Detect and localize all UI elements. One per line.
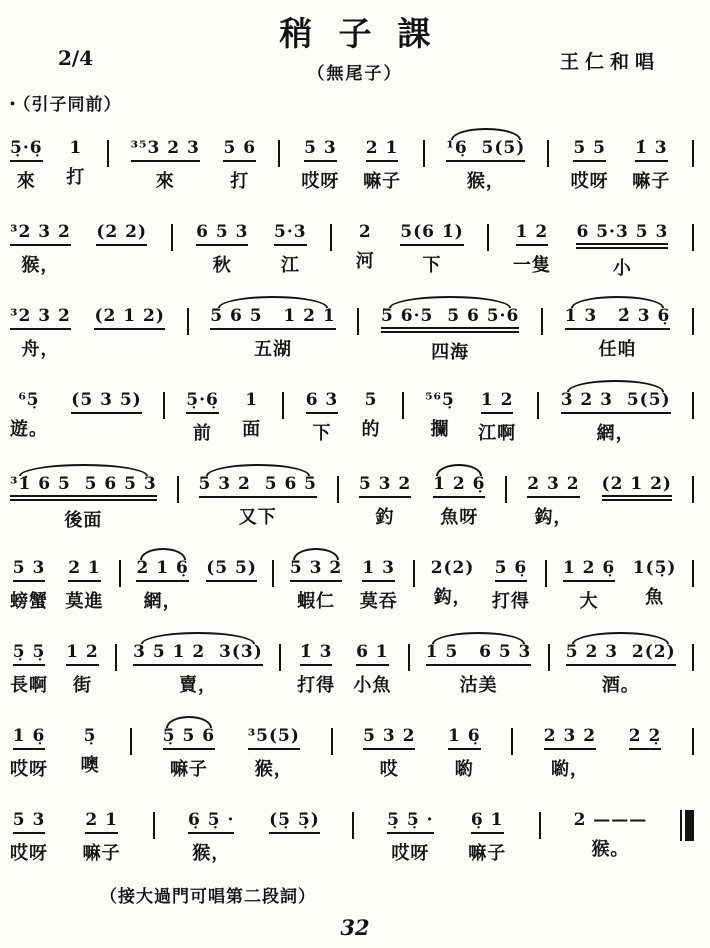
lyric-text: 哎呀 bbox=[10, 842, 48, 864]
jianpu-notes: 1 3 bbox=[362, 559, 395, 582]
lyric-text: 攔 bbox=[430, 418, 450, 440]
jianpu-notes: ³1̇ 6 5 5 6 5 3 bbox=[10, 475, 157, 501]
measure-cell bbox=[272, 210, 309, 277]
jianpu-notes: 2 ——— bbox=[573, 810, 648, 830]
barline bbox=[537, 392, 539, 419]
lyric-text: 鈎， bbox=[534, 506, 573, 528]
measure-cell bbox=[357, 462, 413, 529]
barline bbox=[337, 476, 339, 503]
score-systems bbox=[0, 116, 710, 864]
lyric-text: 莫進 bbox=[65, 590, 104, 612]
lyric-text: 嘛子 bbox=[468, 842, 507, 864]
lyric-text: 網， bbox=[143, 590, 182, 612]
measure-cell bbox=[358, 546, 400, 613]
lyric-text: 打 bbox=[66, 166, 86, 188]
lyric-text: 後面 bbox=[64, 509, 103, 531]
lyric-text: 嘛子 bbox=[82, 842, 121, 864]
final-barline bbox=[680, 810, 694, 841]
lyric-text: 哎呀 bbox=[391, 842, 430, 864]
jianpu-notes: 5(6 1̇) bbox=[400, 223, 464, 246]
jianpu-notes: 5 6 5 1 2 1 bbox=[210, 307, 335, 330]
page-number: 32 bbox=[340, 915, 370, 940]
lyric-text: 酒。 bbox=[601, 674, 640, 696]
barline bbox=[163, 392, 165, 419]
jianpu-notes: 1 2 bbox=[66, 643, 99, 666]
jianpu-notes: 1 6̣ bbox=[13, 727, 46, 750]
measure-cell bbox=[240, 378, 263, 441]
jianpu-notes: 5̣ 5̣ · bbox=[387, 811, 433, 834]
jianpu-notes: 5 3 2 bbox=[363, 727, 415, 750]
lyric-text: 哎呀 bbox=[10, 758, 48, 780]
measure-cell bbox=[304, 378, 341, 445]
barline bbox=[511, 728, 513, 755]
barline bbox=[282, 392, 284, 419]
jianpu-notes: 3 5 1 2 3(3) bbox=[133, 643, 263, 666]
lyric-text: 嘛子 bbox=[632, 170, 671, 192]
singer-credit: 王仁和唱 bbox=[559, 51, 660, 73]
measure-cell bbox=[8, 714, 50, 781]
lyric-text: 網， bbox=[596, 422, 635, 444]
lyric-text: 鈎， bbox=[433, 586, 472, 608]
barline bbox=[331, 728, 333, 755]
barline bbox=[402, 392, 404, 419]
barline bbox=[692, 644, 694, 671]
lyric-text: 猴， bbox=[192, 842, 231, 864]
measure-cell bbox=[8, 630, 50, 697]
jianpu-notes: 2 1 bbox=[68, 559, 101, 582]
jianpu-notes: 1 2 6̣ bbox=[563, 559, 615, 582]
jianpu-notes: 1 2 6̣ bbox=[433, 475, 485, 498]
measure-cell bbox=[81, 798, 123, 865]
jianpu-notes: 2 3 2 bbox=[527, 475, 579, 498]
barline bbox=[187, 308, 189, 335]
lyric-text: 打得 bbox=[491, 590, 530, 612]
lyric-text: 五湖 bbox=[253, 338, 292, 360]
jianpu-notes: 1(5̣) bbox=[632, 558, 677, 578]
barline bbox=[278, 140, 280, 167]
lyric-text: 前 bbox=[193, 422, 213, 444]
barline bbox=[692, 308, 694, 335]
measure-cell bbox=[8, 126, 45, 193]
lyric-text: 來 bbox=[16, 170, 36, 192]
jianpu-notes: 2 bbox=[358, 222, 372, 242]
barline bbox=[692, 224, 694, 251]
measure-cell bbox=[542, 714, 598, 781]
jianpu-notes: 5 3 bbox=[13, 559, 46, 582]
jianpu-notes: 6̣ 5̣ · bbox=[188, 811, 234, 834]
jianpu-notes: 5 6·5 5 6 5·6 bbox=[381, 307, 519, 333]
jianpu-notes: 1 2 bbox=[516, 223, 549, 246]
measure-cell bbox=[186, 798, 236, 865]
lyric-text: 猴， bbox=[254, 758, 293, 780]
measure-cell bbox=[204, 546, 259, 609]
jianpu-notes: 5·3 bbox=[274, 223, 307, 246]
lyric-text: 喲， bbox=[550, 758, 589, 780]
barline bbox=[692, 728, 694, 755]
music-system bbox=[8, 714, 694, 780]
lyric-text: 遊。 bbox=[10, 418, 48, 440]
jianpu-notes: (2 2) bbox=[96, 223, 147, 246]
jianpu-notes: 5̣·6̣ bbox=[10, 139, 43, 162]
measure-cell bbox=[525, 462, 581, 529]
barline bbox=[171, 224, 173, 251]
barline bbox=[505, 476, 507, 503]
jianpu-notes: (2 1 2) bbox=[94, 307, 164, 330]
lyric-text: 來 bbox=[155, 170, 175, 192]
measure-cell bbox=[63, 546, 105, 613]
measure-cell bbox=[79, 714, 102, 777]
jianpu-notes: 5̣·6̣ bbox=[186, 391, 219, 414]
measure-cell bbox=[424, 630, 534, 697]
jianpu-notes: 5 3 2 bbox=[290, 559, 342, 582]
barline bbox=[692, 476, 694, 503]
measure-cell bbox=[299, 126, 341, 193]
lyric-text: 嘛子 bbox=[363, 170, 402, 192]
music-system bbox=[8, 378, 694, 444]
measure-cell bbox=[161, 714, 217, 781]
jianpu-notes: 6 5 3 bbox=[196, 223, 248, 246]
lyric-text: 長啊 bbox=[10, 674, 48, 696]
lyric-text: 噢 bbox=[80, 754, 100, 776]
lyric-text: 面 bbox=[242, 418, 262, 440]
music-system bbox=[8, 126, 694, 192]
measure-cell bbox=[361, 126, 403, 193]
jianpu-notes: 5̣ 5 6 bbox=[163, 727, 215, 750]
subtitle: （無尾子） bbox=[307, 64, 403, 84]
measure-cell bbox=[197, 462, 319, 529]
lyric-text: 哎呀 bbox=[301, 170, 340, 192]
barline bbox=[357, 308, 359, 335]
measure-cell bbox=[8, 294, 73, 361]
barline bbox=[548, 644, 550, 671]
jianpu-notes: 6̣ 1 bbox=[471, 811, 504, 834]
measure-cell bbox=[385, 798, 435, 865]
jianpu-notes: ³2 3 2 bbox=[10, 307, 71, 330]
jianpu-notes: ³⁵3 2 3 bbox=[131, 139, 200, 162]
jianpu-notes: 5 bbox=[364, 390, 378, 410]
lyric-text: 一隻 bbox=[512, 254, 551, 276]
measure-cell bbox=[288, 546, 344, 613]
measure-cell bbox=[627, 714, 664, 777]
page-title: 稍子課 bbox=[279, 14, 457, 53]
lyric-text: 又下 bbox=[238, 506, 277, 528]
jianpu-notes: ¹6̣ 5(5) bbox=[446, 139, 525, 162]
measure-cell bbox=[64, 630, 101, 697]
jianpu-notes: ³5(5) bbox=[248, 727, 300, 750]
jianpu-notes: 5̣ 5̣ bbox=[13, 643, 46, 666]
measure-cell bbox=[354, 210, 377, 273]
jianpu-notes: 2 3 2 bbox=[544, 727, 596, 750]
footer-note: （接大過門可唱第二段詞） bbox=[100, 887, 316, 907]
lyric-text: 河 bbox=[355, 250, 375, 272]
measure-cell bbox=[8, 798, 50, 865]
jianpu-notes: 2 1 6̣ bbox=[136, 559, 188, 582]
jianpu-notes: 5 3 2 5 6 5 bbox=[199, 475, 317, 498]
measure-cell bbox=[511, 210, 553, 277]
lyric-text: 小魚 bbox=[353, 674, 392, 696]
lyric-text: 釣 bbox=[375, 506, 395, 528]
measure-cell bbox=[423, 378, 457, 441]
measure-cell bbox=[444, 126, 527, 193]
lyric-text: 哎呀 bbox=[570, 170, 609, 192]
barline bbox=[547, 140, 549, 167]
barline bbox=[541, 308, 543, 335]
jianpu-notes: 2 1 bbox=[366, 139, 399, 162]
intro-note: ・（引子同前） bbox=[4, 95, 122, 115]
jianpu-notes: 5 6 bbox=[223, 139, 256, 162]
jianpu-notes: 1 2 bbox=[481, 391, 514, 414]
score-header bbox=[0, 0, 710, 116]
measure-cell bbox=[631, 546, 679, 609]
lyric-text: 莫吞 bbox=[359, 590, 398, 612]
jianpu-notes: 1̇ 3 bbox=[300, 643, 333, 666]
music-system bbox=[8, 798, 694, 864]
jianpu-notes: 1 3 2̇ 3 6̣ bbox=[565, 307, 671, 330]
measure-cell bbox=[131, 630, 265, 697]
jianpu-notes: 2(2) bbox=[430, 558, 475, 578]
measure-cell bbox=[267, 798, 322, 861]
jianpu-notes: 3 2 3 5(5) bbox=[561, 391, 671, 414]
measure-cell bbox=[8, 462, 159, 532]
lyric-text: 魚呀 bbox=[440, 506, 479, 528]
measure-cell bbox=[8, 210, 73, 277]
music-system bbox=[8, 630, 694, 696]
lyric-text: 猴。 bbox=[591, 838, 630, 860]
barline bbox=[177, 476, 179, 503]
measure-cell bbox=[564, 630, 678, 697]
barline bbox=[119, 560, 121, 587]
measure-cell bbox=[134, 546, 190, 613]
measure-cell bbox=[208, 294, 337, 361]
measure-cell bbox=[8, 546, 50, 613]
measure-cell bbox=[561, 546, 617, 613]
barline bbox=[539, 812, 541, 839]
measure-cell bbox=[64, 126, 87, 189]
music-system bbox=[8, 462, 694, 531]
measure-cell bbox=[466, 798, 508, 865]
lyric-text: 小 bbox=[612, 257, 632, 279]
barline bbox=[423, 140, 425, 167]
measure-cell bbox=[600, 462, 674, 528]
barline bbox=[115, 644, 117, 671]
barline bbox=[692, 140, 694, 167]
jianpu-notes: 6 5·3 5 3 bbox=[576, 223, 668, 249]
jianpu-notes: 5 6̣ bbox=[495, 559, 528, 582]
barline bbox=[692, 560, 694, 587]
lyric-text: 螃蟹 bbox=[10, 590, 48, 612]
measure-cell bbox=[630, 126, 672, 193]
lyric-text: 的 bbox=[361, 418, 381, 440]
jianpu-notes: 6 1 bbox=[356, 643, 389, 666]
jianpu-notes: 6 3 bbox=[306, 391, 339, 414]
measure-cell bbox=[360, 378, 383, 441]
measure-cell bbox=[490, 546, 532, 613]
lyric-text: 秋 bbox=[212, 254, 232, 276]
barline bbox=[330, 224, 332, 251]
jianpu-notes: 5̣ bbox=[83, 726, 97, 746]
lyric-text: 沽美 bbox=[459, 674, 498, 696]
barline bbox=[487, 224, 489, 251]
lyric-text: 舟， bbox=[21, 338, 60, 360]
measure-cell bbox=[92, 294, 166, 357]
measure-cell bbox=[129, 126, 202, 193]
jianpu-notes: ⁵⁶5̣ bbox=[425, 390, 455, 410]
lyric-text: 猴， bbox=[466, 170, 505, 192]
lyric-text: 嘛子 bbox=[169, 758, 208, 780]
barline bbox=[107, 140, 109, 167]
jianpu-notes: 1 bbox=[245, 390, 259, 410]
jianpu-notes: 5 2 3 2(2) bbox=[566, 643, 676, 666]
jianpu-notes: 5 3 2 bbox=[359, 475, 411, 498]
lyric-text: 下 bbox=[312, 422, 332, 444]
lyric-text: 打得 bbox=[297, 674, 336, 696]
barline bbox=[153, 812, 155, 839]
jianpu-notes: 2 1 bbox=[85, 811, 118, 834]
jianpu-notes: ⁶5̣ bbox=[18, 390, 40, 410]
measure-cell bbox=[8, 378, 50, 441]
measure-cell bbox=[563, 294, 673, 361]
barline bbox=[545, 560, 547, 587]
lyric-text: 哎 bbox=[379, 758, 399, 780]
lyric-text: 魚 bbox=[645, 586, 665, 608]
barline bbox=[272, 560, 274, 587]
measure-cell bbox=[569, 126, 611, 193]
measure-cell bbox=[431, 462, 487, 529]
measure-cell bbox=[351, 630, 393, 697]
measure-cell bbox=[574, 210, 670, 280]
lyric-text: 賣， bbox=[178, 674, 217, 696]
jianpu-notes: 1 6̣ bbox=[448, 727, 481, 750]
measure-cell bbox=[221, 126, 258, 193]
final-barline-thin bbox=[680, 810, 682, 841]
music-system bbox=[8, 210, 694, 279]
jianpu-notes: ³2 3 2 bbox=[10, 223, 71, 246]
jianpu-notes: (5 3 5) bbox=[71, 391, 141, 414]
lyric-text: 蝦仁 bbox=[297, 590, 336, 612]
lyric-text: 江 bbox=[280, 254, 300, 276]
measure-cell bbox=[246, 714, 302, 781]
lyric-text: 大 bbox=[579, 590, 599, 612]
measure-cell bbox=[379, 294, 521, 364]
measure-cell bbox=[295, 630, 337, 697]
barline bbox=[408, 644, 410, 671]
time-signature: 2/4 bbox=[58, 46, 94, 70]
lyric-text: 喲 bbox=[454, 758, 474, 780]
music-system bbox=[8, 294, 694, 363]
measure-cell bbox=[559, 378, 673, 445]
measure-cell bbox=[69, 378, 143, 441]
lyric-text: 江啊 bbox=[478, 422, 517, 444]
jianpu-notes: (2 1 2) bbox=[602, 475, 672, 501]
lyric-text: 四海 bbox=[431, 341, 470, 363]
measure-cell bbox=[572, 798, 650, 861]
measure-cell bbox=[446, 714, 483, 781]
lyric-text: 猴， bbox=[21, 254, 60, 276]
jianpu-notes: (5̣ 5̣) bbox=[269, 811, 320, 834]
measure-cell bbox=[429, 546, 477, 609]
lyric-text: 下 bbox=[422, 254, 442, 276]
jianpu-notes: 1 5 6 5 3 bbox=[426, 643, 532, 666]
barline bbox=[413, 560, 415, 587]
music-system bbox=[8, 546, 694, 612]
barline bbox=[130, 728, 132, 755]
measure-cell bbox=[476, 378, 518, 445]
final-barline-thick bbox=[685, 810, 694, 841]
lyric-text: 街 bbox=[72, 674, 92, 696]
barline bbox=[692, 392, 694, 419]
jianpu-notes: (5 5) bbox=[206, 559, 257, 582]
measure-cell bbox=[184, 378, 221, 445]
jianpu-notes: 1̇ 3 bbox=[635, 139, 668, 162]
measure-cell bbox=[361, 714, 417, 781]
measure-cell bbox=[194, 210, 250, 277]
jianpu-notes: 5 3 bbox=[13, 811, 46, 834]
lyric-text: 任咱 bbox=[598, 338, 637, 360]
barline bbox=[352, 812, 354, 839]
measure-cell bbox=[94, 210, 149, 273]
barline bbox=[279, 644, 281, 671]
jianpu-notes: 5 3 bbox=[304, 139, 337, 162]
measure-cell bbox=[398, 210, 466, 277]
jianpu-notes: 1 bbox=[69, 138, 83, 158]
lyric-text: 打 bbox=[230, 170, 250, 192]
jianpu-notes: 2 2̣ bbox=[629, 727, 662, 750]
jianpu-notes: 5 5 bbox=[573, 139, 606, 162]
